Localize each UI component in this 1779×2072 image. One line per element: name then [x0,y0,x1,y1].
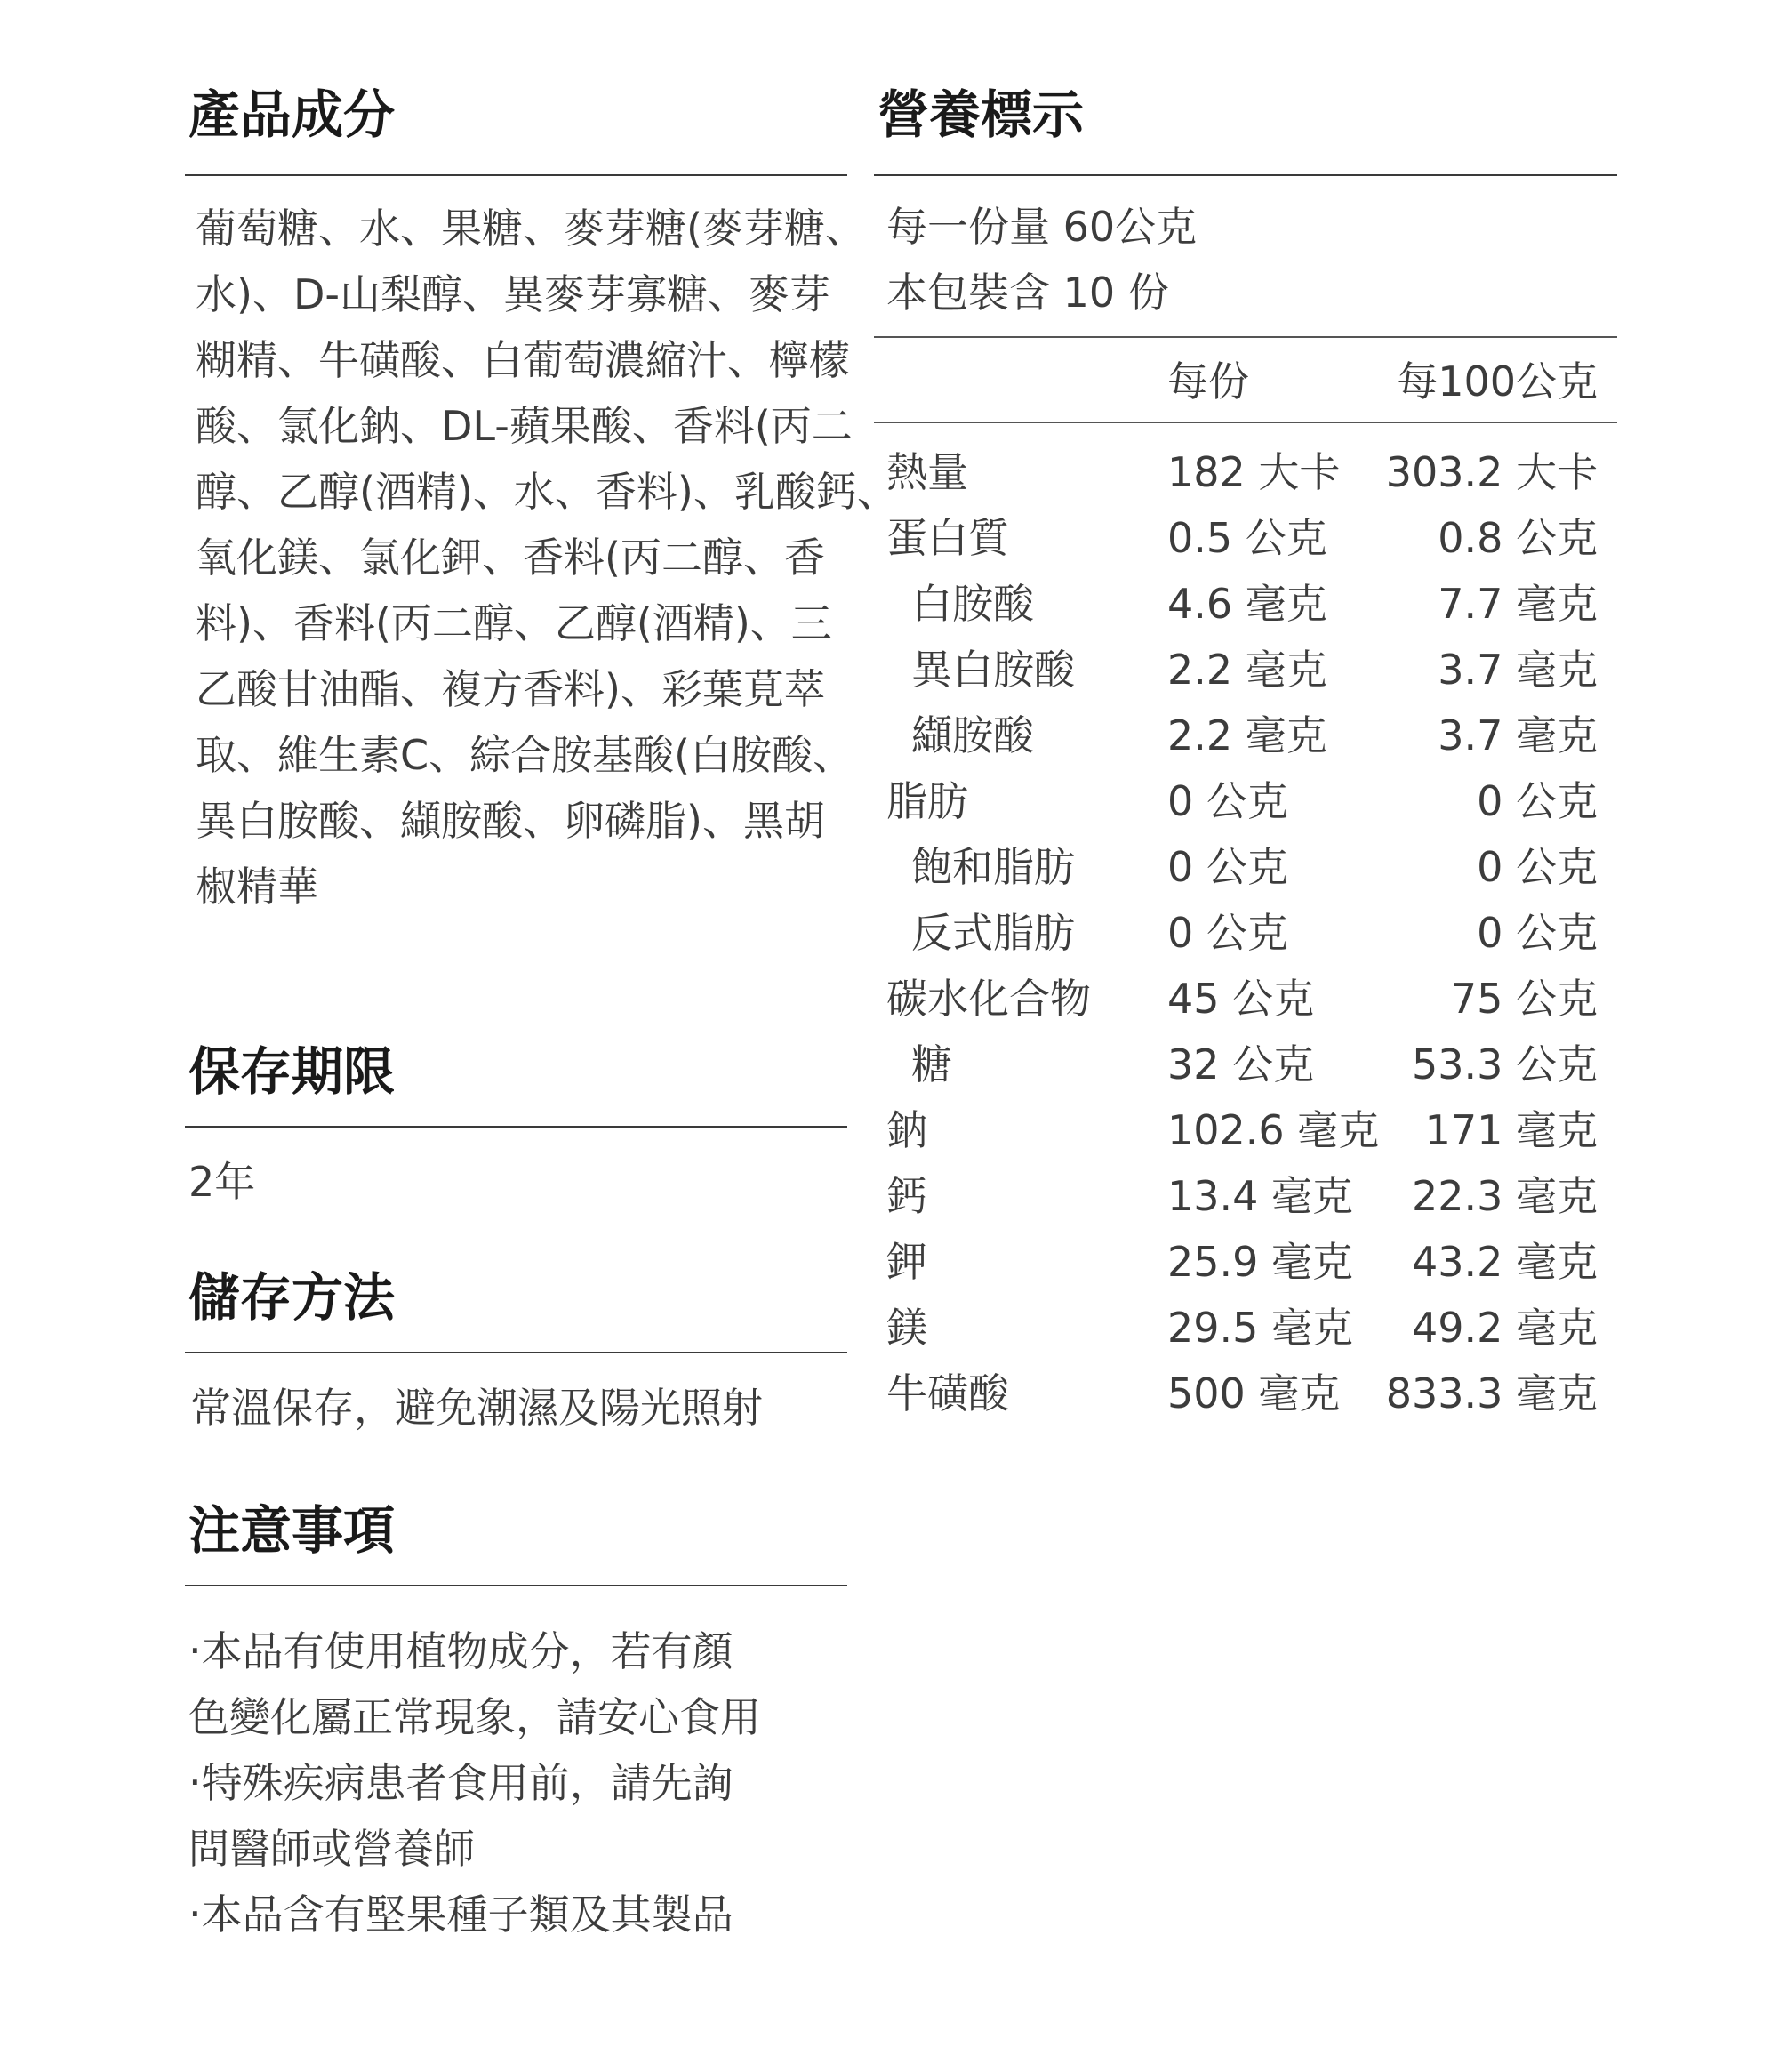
per-serving-value: 13.4 毫克 [1167,1172,1354,1220]
per-100g-value: 7.7 毫克 [1438,580,1598,628]
ingredients-line: 料)、香料(丙二醇、乙醇(酒精)、三 [196,599,832,647]
nutrient-name: 脂肪 [886,777,968,825]
shelf-life-title: 保存期限 [188,1041,396,1102]
per-100g-value: 3.7 毫克 [1438,711,1598,759]
storage-value: 常溫保存，避免潮濕及陽光照射 [190,1384,763,1432]
per-100g-value: 303.2 大卡 [1385,448,1598,496]
nutrient-name: 纈胺酸 [911,711,1034,759]
nutrient-name: 飽和脂肪 [911,843,1075,891]
per-serving-value: 0.5 公克 [1167,514,1327,562]
per-100g-value: 0.8 公克 [1438,514,1598,562]
nutrition-row [874,1097,1617,1163]
ingredients-line: 醇、乙醇(酒精)、水、香料)、乳酸鈣、 [196,468,898,516]
serving-divider [874,336,1617,338]
per-serving-value: 2.2 毫克 [1167,646,1327,694]
storage-text [190,1375,763,1441]
ingredients-line: 水)、D-山梨醇、異麥芽寡糖、麥芽 [196,270,830,318]
nutrient-name: 牛磺酸 [886,1369,1009,1417]
nutrient-name: 熱量 [886,448,968,496]
per-100g-value: 43.2 毫克 [1411,1238,1598,1286]
per-serving-value: 102.6 毫克 [1167,1106,1380,1154]
nutrition-row [874,1229,1617,1295]
nutrition-row [874,439,1617,505]
per-serving-value: 0 公克 [1167,843,1288,891]
nutrition-row [874,768,1617,834]
per-100g-value: 53.3 公克 [1411,1040,1598,1088]
nutrient-name: 反式脂肪 [911,909,1075,957]
nutrient-name: 白胺酸 [911,580,1034,628]
col-per-100g: 每100公克 [1397,357,1598,406]
nutrition-row [874,834,1617,900]
per-serving-value: 0 公克 [1167,777,1288,825]
nutrition-top-divider [874,174,1617,176]
per-100g-value: 0 公克 [1477,843,1598,891]
nutrition-row [874,1295,1617,1361]
nutrition-row [874,966,1617,1032]
note-line: ‧本品有使用植物成分，若有顏 [188,1627,733,1675]
ingredients-divider [185,174,847,176]
nutrient-name: 碳水化合物 [886,975,1091,1023]
note-line: 色變化屬正常現象，請安心食用 [188,1693,761,1741]
per-serving-value: 32 公克 [1167,1040,1315,1088]
per-serving-value: 182 大卡 [1167,448,1341,496]
ingredients-line: 氧化鎂、氯化鉀、香料(丙二醇、香 [196,534,825,582]
header-divider [874,422,1617,423]
nutrition-row [874,1163,1617,1229]
ingredients-line: 乙酸甘油酯、複方香料)、彩葉莧萃 [196,665,825,713]
per-serving-value: 25.9 毫克 [1167,1238,1354,1286]
per-100g-value: 22.3 毫克 [1411,1172,1598,1220]
per-100g-value: 0 公克 [1477,909,1598,957]
ingredients-line: 酸、氯化鈉、DL-蘋果酸、香料(丙二 [196,402,853,450]
notes-list [188,1618,761,1948]
nutrition-row [874,505,1617,571]
nutrition-row [874,1032,1617,1097]
col-per-serving: 每份 [1167,357,1249,406]
per-serving-value: 2.2 毫克 [1167,711,1327,759]
nutrient-name: 鈣 [886,1172,927,1220]
nutrient-name: 異白胺酸 [911,646,1075,694]
nutrient-name: 蛋白質 [886,514,1009,562]
nutrient-name: 鎂 [886,1304,927,1352]
shelf-life-value: 2年 [188,1158,256,1206]
per-100g-value: 3.7 毫克 [1438,646,1598,694]
per-100g-value: 49.2 毫克 [1411,1304,1598,1352]
per-serving-value: 4.6 毫克 [1167,580,1327,628]
per-serving-value: 500 毫克 [1167,1369,1341,1417]
nutrition-title: 營養標示 [877,84,1085,145]
per-100g-value: 833.3 毫克 [1385,1369,1598,1417]
ingredients-line: 取、維生素C、綜合胺基酸(白胺酸、 [196,731,854,779]
nutrition-row [874,1361,1617,1426]
per-serving-value: 0 公克 [1167,909,1288,957]
shelf-life-divider [185,1126,847,1128]
nutrient-name: 鉀 [886,1238,927,1286]
note-line: ‧特殊疾病患者食用前，請先詢 [188,1759,733,1807]
ingredients-line: 糊精、牛磺酸、白葡萄濃縮汁、檸檬 [196,336,850,384]
per-serving-value: 45 公克 [1167,975,1315,1023]
nutrition-column-headers [874,349,1617,414]
ingredients-list [196,196,898,920]
notes-title: 注意事項 [188,1500,396,1561]
note-line: 問醫師或營養師 [188,1825,475,1873]
serving-size: 每一份量 60公克 [886,203,1198,251]
nutrition-row [874,703,1617,768]
nutrition-row [874,571,1617,637]
nutrient-name: 鈉 [886,1106,927,1154]
storage-title: 儲存方法 [188,1267,396,1328]
ingredients-line: 葡萄糖、水、果糖、麥芽糖(麥芽糖、 [196,205,866,253]
per-100g-value: 75 公克 [1450,975,1598,1023]
shelf-life-text [188,1149,255,1215]
serving-info [886,194,1197,325]
storage-divider [185,1352,847,1353]
nutrition-row [874,900,1617,966]
ingredients-line: 異白胺酸、纈胺酸、卵磷脂)、黑胡 [196,797,825,845]
servings-per-pack: 本包裝含 10 份 [886,269,1169,317]
nutrient-name: 糖 [911,1040,952,1088]
per-100g-value: 0 公克 [1477,777,1598,825]
note-line: ‧本品含有堅果種子類及其製品 [188,1891,733,1939]
notes-divider [185,1585,847,1586]
ingredients-line: 椒精華 [196,863,318,911]
per-100g-value: 171 毫克 [1424,1106,1598,1154]
ingredients-title: 產品成分 [188,84,396,145]
nutrition-row [874,637,1617,703]
per-serving-value: 29.5 毫克 [1167,1304,1354,1352]
